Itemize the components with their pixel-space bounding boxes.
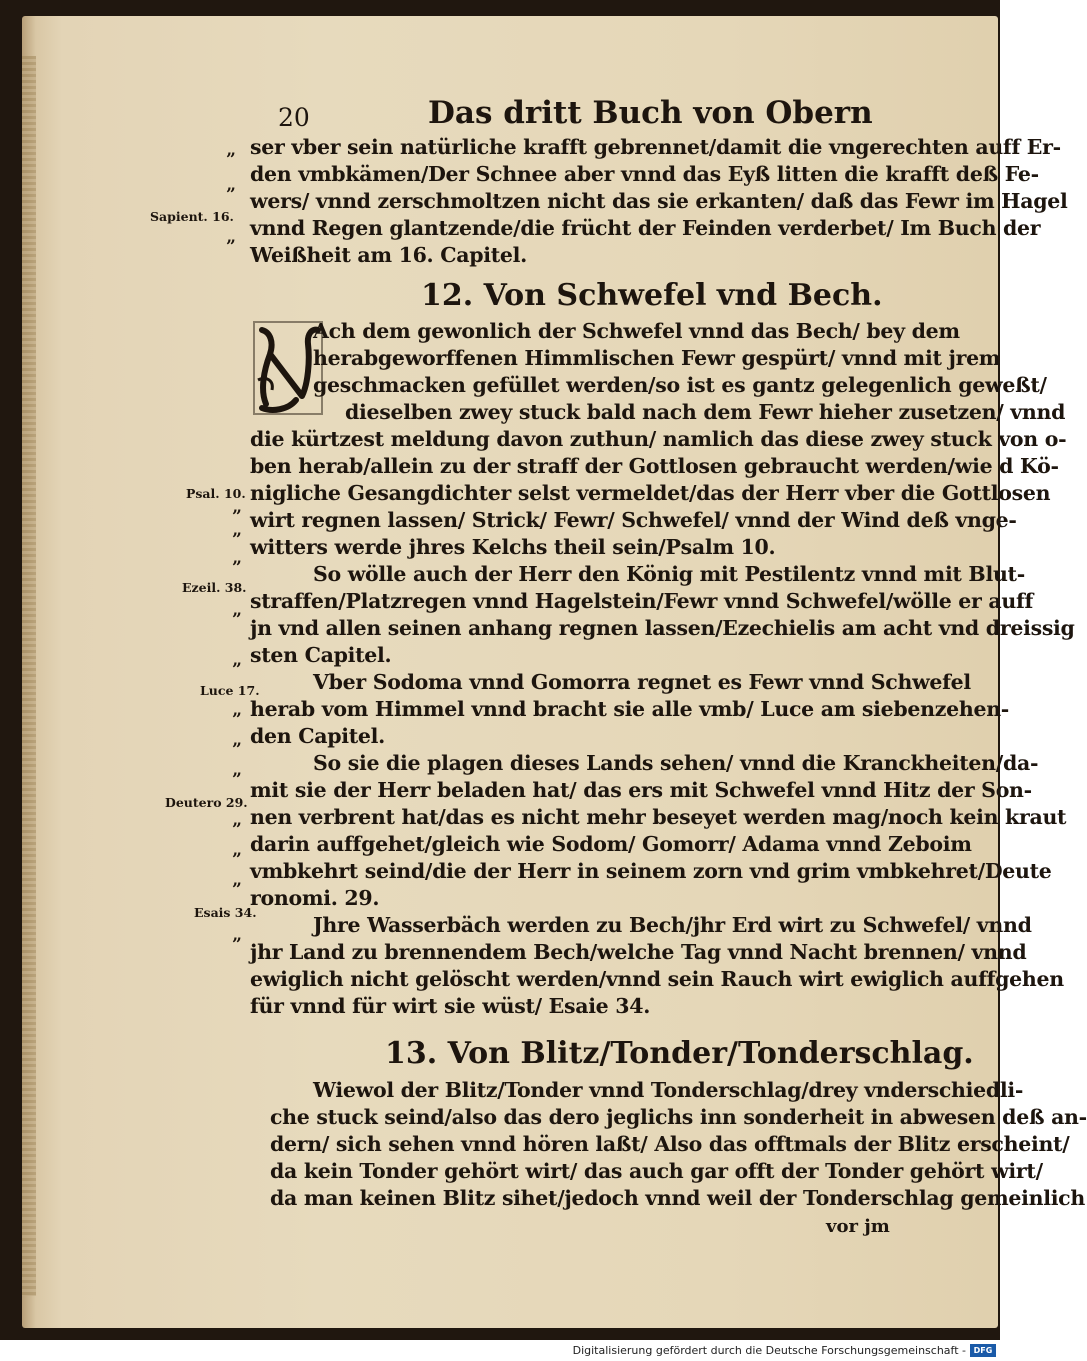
- body-line: sten Capitel.: [250, 643, 392, 667]
- body-line: herab vom Himmel vnnd bracht sie alle vmb/ Luce am siebenzehen-: [250, 697, 1010, 721]
- body-line: für vnnd für wirt sie wüst/ Esaie 34.: [250, 994, 651, 1018]
- quote-mark: ”: [232, 610, 242, 630]
- body-line: ser vber sein natürliche krafft gebrennet/damit die vngerechten auff Er-: [250, 135, 1061, 159]
- body-line: Jhre Wasserbäch werden zu Bech/jhr Erd wirt zu Schwefel/ vnnd: [313, 913, 1032, 937]
- quote-mark: ”: [232, 850, 242, 870]
- page-edge: [22, 56, 36, 1296]
- marginal-note: Deutero 29.: [165, 795, 248, 810]
- quote-mark: ”: [232, 558, 242, 578]
- body-line: jn vnd allen seinen anhang regnen lassen/Ezechielis am acht vnd dreissig: [250, 616, 1075, 640]
- body-line: da kein Tonder gehört wirt/ das auch gar offt der Tonder gehört wirt/: [270, 1159, 1043, 1183]
- body-line: herabgeworffenen Himmlischen Fewr gespürt/ vnnd mit jrem: [313, 346, 1001, 370]
- body-line: Ach dem gewonlich der Schwefel vnnd das Bech/ bey dem: [313, 319, 960, 343]
- quote-mark: ”: [232, 770, 242, 790]
- quote-mark: ”: [232, 820, 242, 840]
- footer-credit: Digitalisierung gefördert durch die Deutsche Forschungsgemeinschaft -: [572, 1344, 966, 1357]
- body-line: jhr Land zu brennendem Bech/welche Tag vnnd Nacht brennen/ vnnd: [250, 940, 1027, 964]
- running-title: Das dritt Buch von Obern: [428, 95, 873, 131]
- body-line: So sie die plagen dieses Lands sehen/ vnnd die Kranckheiten/da-: [313, 751, 1039, 775]
- body-line: wirt regnen lassen/ Strick/ Fewr/ Schwefel/ vnnd der Wind deß vnge-: [250, 508, 1017, 532]
- quote-mark: ”: [232, 507, 242, 527]
- marginal-note: Ezeil. 38.: [182, 580, 247, 595]
- body-line: dern/ sich sehen vnnd hören laßt/ Also das offtmals der Blitz erscheint/: [270, 1132, 1070, 1156]
- quote-mark: ”: [232, 710, 242, 730]
- marginal-note: Psal. 10.: [186, 486, 246, 501]
- body-line: mit sie der Herr beladen hat/ das ers mit Schwefel vnnd Hitz der Son-: [250, 778, 1032, 802]
- section-heading: 12. Von Schwefel vnd Bech.: [421, 278, 883, 313]
- body-line: wers/ vnnd zerschmoltzen nicht das sie erkanten/ daß das Fewr im Hagel: [250, 189, 1068, 213]
- marginal-note: Luce 17.: [200, 683, 260, 698]
- body-line: vmbkehrt seind/die der Herr in seinem zorn vnd grim vmbkehret/Deute: [250, 859, 1052, 883]
- quote-mark: ”: [226, 237, 236, 257]
- quote-mark: ”: [232, 660, 242, 680]
- quote-mark: ”: [232, 530, 242, 550]
- body-line: ewiglich nicht gelöscht werden/vnnd sein Rauch wirt ewiglich auffgehen: [250, 967, 1064, 991]
- quote-mark: ”: [226, 150, 236, 170]
- body-line: dieselben zwey stuck bald nach dem Fewr hieher zusetzen/ vnnd: [345, 400, 1066, 424]
- body-line: Vber Sodoma vnnd Gomorra regnet es Fewr vnnd Schwefel: [313, 670, 971, 694]
- body-line: die kürtzest meldung davon zuthun/ namlich das diese zwey stuck von o-: [250, 427, 1067, 451]
- body-line: vnnd Regen glantzende/die frücht der Feinden verderbet/ Im Buch der: [250, 216, 1041, 240]
- body-line: da man keinen Blitz sihet/jedoch vnnd weil der Tonderschlag gemeinlich: [270, 1186, 1085, 1210]
- body-line: Weißheit am 16. Capitel.: [250, 243, 527, 267]
- marginal-note: Sapient. 16.: [150, 209, 234, 224]
- section-heading: 13. Von Blitz/Tonder/Tonderschlag.: [385, 1036, 974, 1071]
- body-line: Wiewol der Blitz/Tonder vnnd Tonderschlag/drey vnderschiedli-: [313, 1078, 1024, 1102]
- body-line: den Capitel.: [250, 724, 385, 748]
- body-line: So wölle auch der Herr den König mit Pestilentz vnnd mit Blut-: [313, 562, 1025, 586]
- body-line: ben herab/allein zu der straff der Gottlosen gebraucht werden/wie d Kö-: [250, 454, 1059, 478]
- body-line: darin auffgehet/gleich wie Sodom/ Gomorr/ Adama vnnd Zeboim: [250, 832, 972, 856]
- footer-bar: [573, 1340, 1000, 1361]
- catchword: vor jm: [826, 1216, 890, 1237]
- folio-number: 20: [278, 103, 310, 132]
- body-line: che stuck seind/also das dero jeglichs inn sonderheit in abwesen deß an-: [270, 1105, 1087, 1129]
- quote-mark: ”: [232, 935, 242, 955]
- body-line: geschmacken gefüllet werden/so ist es gantz gelegenlich geweßt/: [313, 373, 1047, 397]
- quote-mark: ”: [232, 740, 242, 760]
- body-line: nen verbrent hat/das es nicht mehr beseyet werden mag/noch kein kraut: [250, 805, 1067, 829]
- quote-mark: ”: [226, 185, 236, 205]
- body-line: nigliche Gesangdichter selst vermeldet/das der Herr vber die Gottlosen: [250, 481, 1051, 505]
- body-line: straffen/Platzregen vnnd Hagelstein/Fewr vnnd Schwefel/wölle er auff: [250, 589, 1034, 613]
- marginal-note: Esais 34.: [194, 905, 257, 920]
- body-line: den vmbkämen/Der Schnee aber vnnd das Eyß litten die krafft deß Fe-: [250, 162, 1039, 186]
- body-line: witters werde jhres Kelchs theil sein/Psalm 10.: [250, 535, 776, 559]
- body-line: ronomi. 29.: [250, 886, 380, 910]
- dfg-logo: DFG: [970, 1344, 996, 1357]
- quote-mark: ”: [232, 880, 242, 900]
